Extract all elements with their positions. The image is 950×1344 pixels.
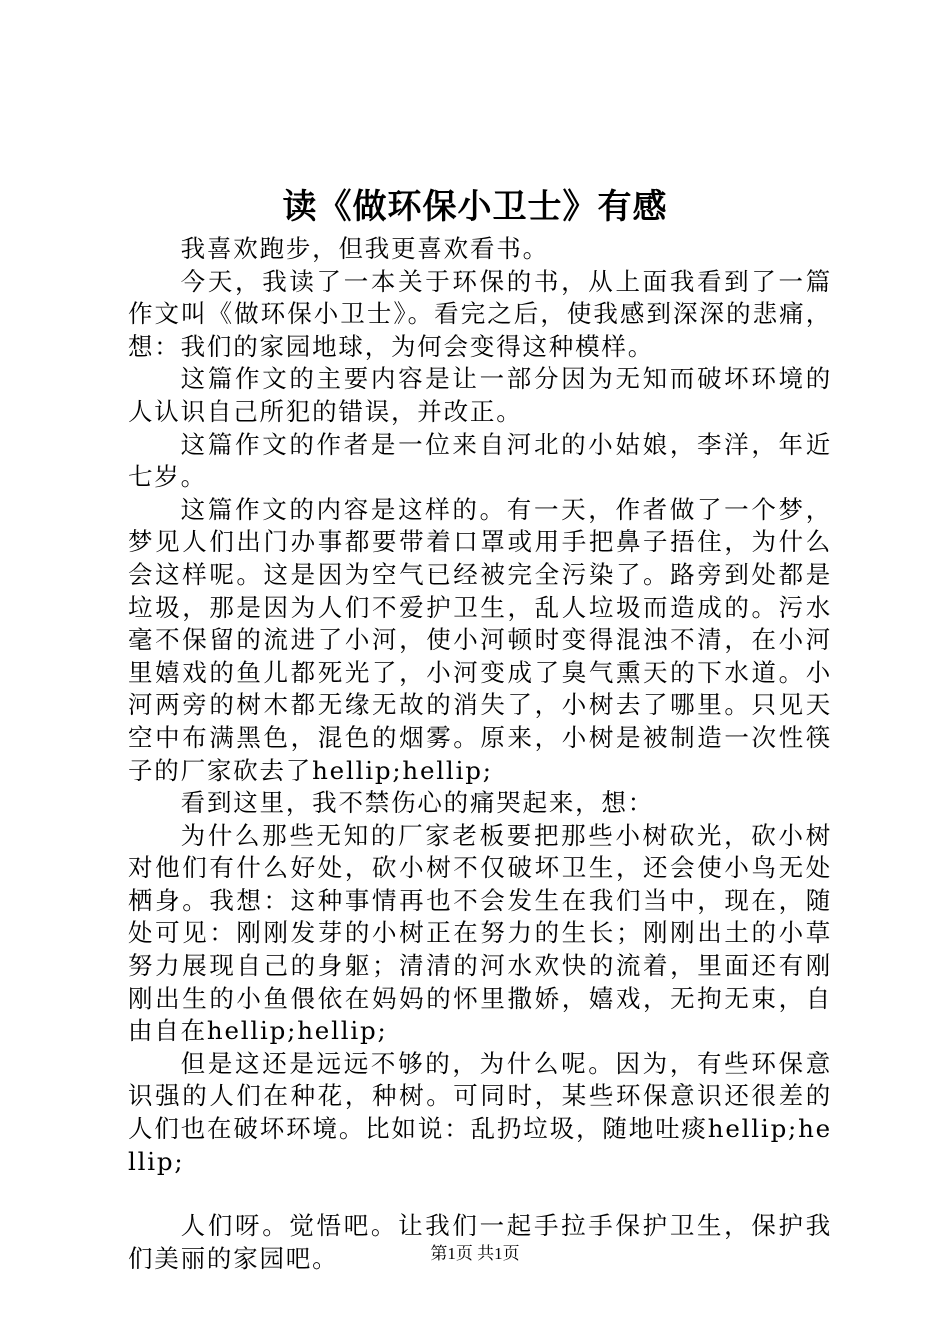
paragraph-1: 我喜欢跑步，但我更喜欢看书。 — [180, 234, 549, 263]
paragraph-6: 看到这里，我不禁伤心的痛哭起来，想： — [180, 788, 655, 818]
paragraph-9: 人们呀。觉悟吧。让我们一起手拉手保护卫生，保护我们美丽的家园吧。 — [128, 1211, 832, 1273]
page-number-footer: 第1页 共1页 — [430, 1244, 520, 1263]
paragraph-4: 这篇作文的作者是一位来自河北的小姑娘，李洋，年近七岁。 — [128, 429, 832, 492]
document-body — [128, 233, 832, 1275]
paragraph-7: 为什么那些无知的厂家老板要把那些小树砍光，砍小树对他们有什么好处，砍小树不仅破坏卫生，还会使小鸟无处栖身。我想：这种事情再也不会发生在我们当中，现在，随处可见：刚刚发芽的小树正在努力的生长；刚刚出土的小草努力展现自己的身躯；清清的河水欢快的流着，里面还有刚刚出生的小鱼偎依在妈妈的怀里撒娇，嬉戏，无拘无束，自由自在hellip;hellip; — [128, 820, 832, 1046]
paragraph-3: 这篇作文的主要内容是让一部分因为无知而破坏环境的人认识自己所犯的错误，并改正。 — [128, 364, 832, 426]
paragraph-2: 今天，我读了一本关于环保的书，从上面我看到了一篇作文叫《做环保小卫士》。看完之后，使我感到深深的悲痛，想：我们的家园地球，为何会变得这种模样。 — [128, 266, 832, 361]
paragraph-8: 但是这还是远远不够的，为什么呢。因为，有些环保意识强的人们在种花，种树。可同时，某些环保意识还很差的人们也在破坏环境。比如说：乱扔垃圾，随地吐痰hellip;hellip; — [128, 1048, 832, 1176]
document-title: 读《做环保小卫士》有感 — [282, 187, 668, 227]
paragraph-5: 这篇作文的内容是这样的。有一天，作者做了一个梦，梦见人们出门办事都要带着口罩或用手把鼻子捂住，为什么会这样呢。这是因为空气已经被完全污染了。路旁到处都是垃圾，那是因为人们不爱护卫生，乱人垃圾而造成的。污水毫不保留的流进了小河，使小河顿时变得混浊不清，在小河里嬉戏的鱼儿都死光了，小河变成了臭气熏天的下水道。小河两旁的树木都无缘无故的消失了，小树去了哪里。只见天空中布满黑色，混色的烟雾。原来，小树是被制造一次性筷子的厂家砍去了hellip;hellip; — [128, 494, 832, 785]
